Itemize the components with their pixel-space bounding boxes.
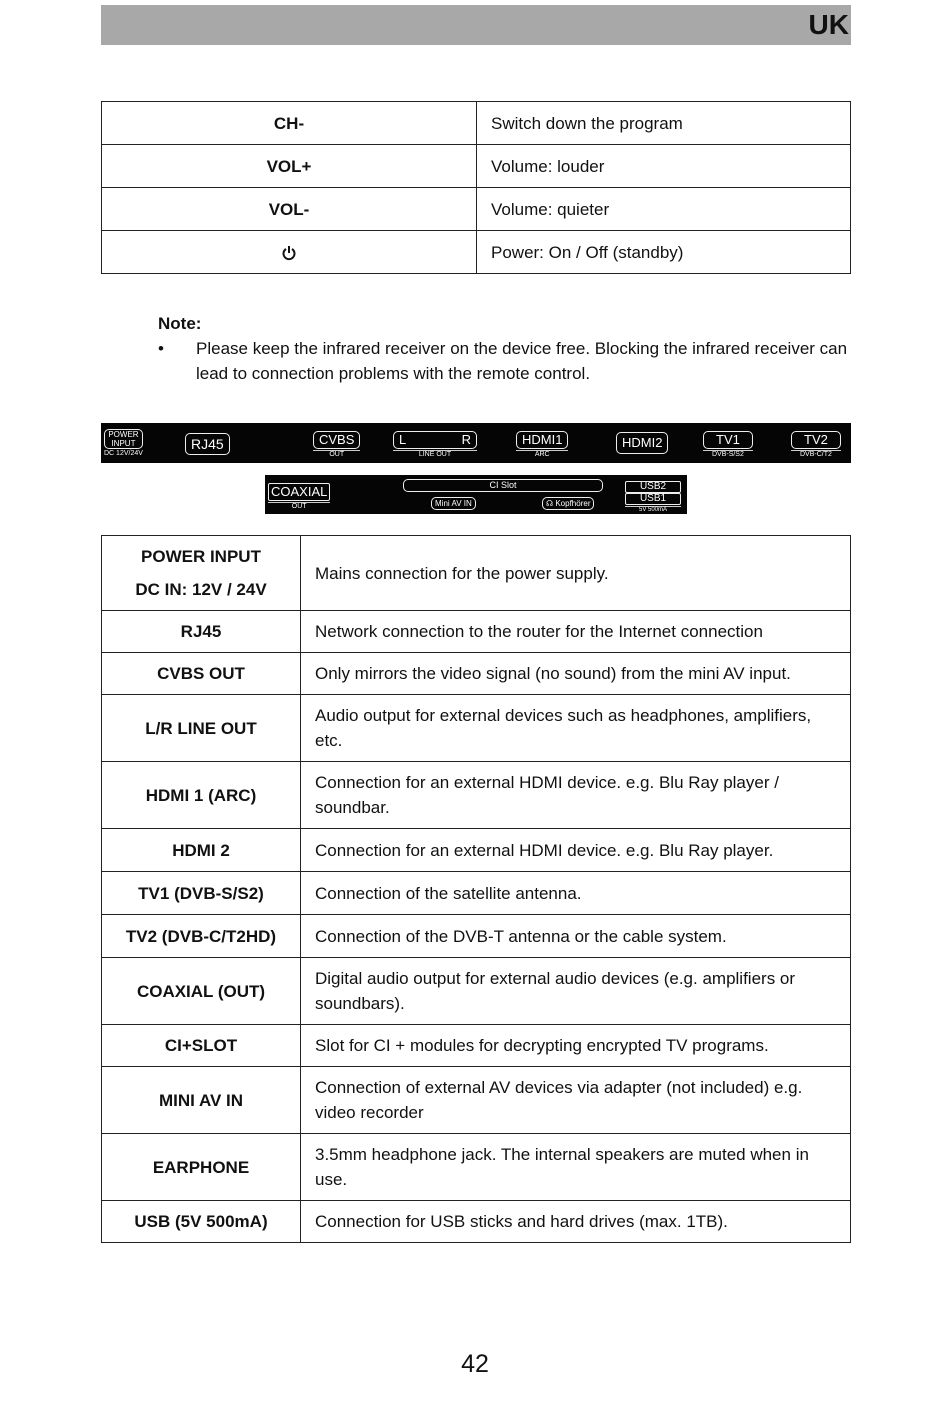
port-key: HDMI 2	[102, 829, 301, 872]
port-label: R	[461, 432, 471, 447]
port-label: USB2	[625, 481, 681, 493]
table-row	[102, 102, 851, 145]
table-row	[102, 1201, 851, 1243]
note	[158, 311, 848, 386]
table-row	[102, 872, 851, 915]
port-hdmi1	[516, 431, 568, 459]
header-bar	[101, 5, 851, 45]
port-coaxial	[268, 483, 330, 511]
button-key: VOL+	[102, 145, 477, 188]
port-sublabel: ARC	[516, 450, 568, 459]
connector-panel-top	[101, 423, 851, 463]
port-tv1	[703, 431, 753, 459]
button-key: CH-	[102, 102, 477, 145]
table-row	[102, 653, 851, 695]
port-cvbs	[313, 431, 360, 459]
port-key-line: POWER INPUT	[141, 547, 261, 566]
port-label: CVBS	[313, 431, 360, 449]
port-label: USB1	[625, 493, 681, 505]
button-desc: Switch down the program	[477, 102, 851, 145]
port-label: HDMI1	[516, 431, 568, 449]
port-desc: Slot for CI + modules for decrypting encrypted TV programs.	[301, 1025, 851, 1067]
button-key: VOL-	[102, 188, 477, 231]
table-row	[102, 145, 851, 188]
button-key	[102, 231, 477, 274]
button-desc: Volume: quieter	[477, 188, 851, 231]
port-mini-av	[431, 497, 476, 510]
table-row	[102, 611, 851, 653]
port-rj45	[185, 433, 230, 455]
port-power-input	[104, 429, 143, 458]
port-key: TV2 (DVB-C/T2HD)	[102, 915, 301, 958]
port-key: EARPHONE	[102, 1134, 301, 1201]
port-label: CI Slot	[403, 479, 603, 492]
table-row	[102, 1067, 851, 1134]
table-row	[102, 829, 851, 872]
port-key: TV1 (DVB-S/S2)	[102, 872, 301, 915]
note-bullet	[158, 336, 848, 386]
port-desc: Connection for USB sticks and hard drives (max. 1TB).	[301, 1201, 851, 1243]
note-title: Note:	[158, 314, 202, 333]
connector-panel-bottom	[265, 475, 687, 514]
note-text: Please keep the infrared receiver on the device free. Blocking the infrared receiver can lead to connection problems with the remote control.	[196, 339, 848, 383]
port-label: TV2	[791, 431, 841, 449]
port-desc: Connection for an external HDMI device. e.g. Blu Ray player / soundbar.	[301, 762, 851, 829]
table-row	[102, 958, 851, 1025]
table-row	[102, 915, 851, 958]
port-key: MINI AV IN	[102, 1067, 301, 1134]
port-key: COAXIAL (OUT)	[102, 958, 301, 1025]
port-desc: Audio output for external devices such as headphones, amplifiers, etc.	[301, 695, 851, 762]
port-key: USB (5V 500mA)	[102, 1201, 301, 1243]
port-earphone	[542, 497, 594, 510]
port-sublabel: 5V 500mA	[625, 506, 681, 514]
port-label: INPUT	[111, 439, 136, 448]
ports-table	[101, 535, 851, 1243]
port-key: RJ45	[102, 611, 301, 653]
port-key: HDMI 1 (ARC)	[102, 762, 301, 829]
port-label: COAXIAL	[268, 483, 330, 501]
port-sublabel: LINE OUT	[393, 450, 477, 459]
port-key: CI+SLOT	[102, 1025, 301, 1067]
port-key: CVBS OUT	[102, 653, 301, 695]
port-label: Kopfhörer	[555, 499, 591, 508]
port-sublabel: OUT	[268, 502, 330, 511]
port-key-line: DC IN: 12V / 24V	[135, 580, 267, 599]
language-label: UK	[808, 9, 849, 40]
button-desc: Power: On / Off (standby)	[477, 231, 851, 274]
port-tv2	[791, 431, 841, 459]
port-desc: Only mirrors the video signal (no sound) from the mini AV input.	[301, 653, 851, 695]
port-desc: Connection of the DVB-T antenna or the cable system.	[301, 915, 851, 958]
port-sublabel: DVB-C/T2	[791, 450, 841, 459]
port-label: HDMI2	[616, 432, 668, 454]
power-icon	[282, 245, 296, 261]
button-desc: Volume: louder	[477, 145, 851, 188]
table-row	[102, 1025, 851, 1067]
table-row	[102, 536, 851, 611]
port-key: L/R LINE OUT	[102, 695, 301, 762]
port-hdmi2	[616, 432, 668, 454]
port-desc: 3.5mm headphone jack. The internal speakers are muted when in use.	[301, 1134, 851, 1201]
port-key	[102, 536, 301, 611]
bullet-dot: •	[158, 339, 164, 358]
table-row	[102, 231, 851, 274]
port-usb	[625, 481, 681, 514]
buttons-table	[101, 101, 851, 274]
table-row	[102, 1134, 851, 1201]
port-desc: Network connection to the router for the Internet connection	[301, 611, 851, 653]
port-label: RJ45	[185, 433, 230, 455]
port-sublabel: DC 12V/24V	[104, 450, 143, 457]
port-sublabel: DVB-S/S2	[703, 450, 753, 459]
port-desc: Connection for an external HDMI device. e.g. Blu Ray player.	[301, 829, 851, 872]
port-desc: Connection of external AV devices via adapter (not included) e.g. video recorder	[301, 1067, 851, 1134]
port-label: TV1	[703, 431, 753, 449]
table-row	[102, 188, 851, 231]
port-ci-slot	[403, 479, 603, 492]
table-row	[102, 762, 851, 829]
headphone-icon: ☊	[546, 499, 554, 508]
port-label: L	[399, 432, 407, 447]
table-row	[102, 695, 851, 762]
port-label: Mini AV IN	[431, 497, 476, 510]
port-line-out	[393, 431, 477, 459]
port-desc: Mains connection for the power supply.	[301, 536, 851, 611]
page-number: 42	[461, 1350, 489, 1378]
port-desc: Connection of the satellite antenna.	[301, 872, 851, 915]
port-label: POWER	[108, 430, 139, 439]
port-sublabel: OUT	[313, 450, 360, 459]
port-desc: Digital audio output for external audio devices (e.g. amplifiers or soundbars).	[301, 958, 851, 1025]
